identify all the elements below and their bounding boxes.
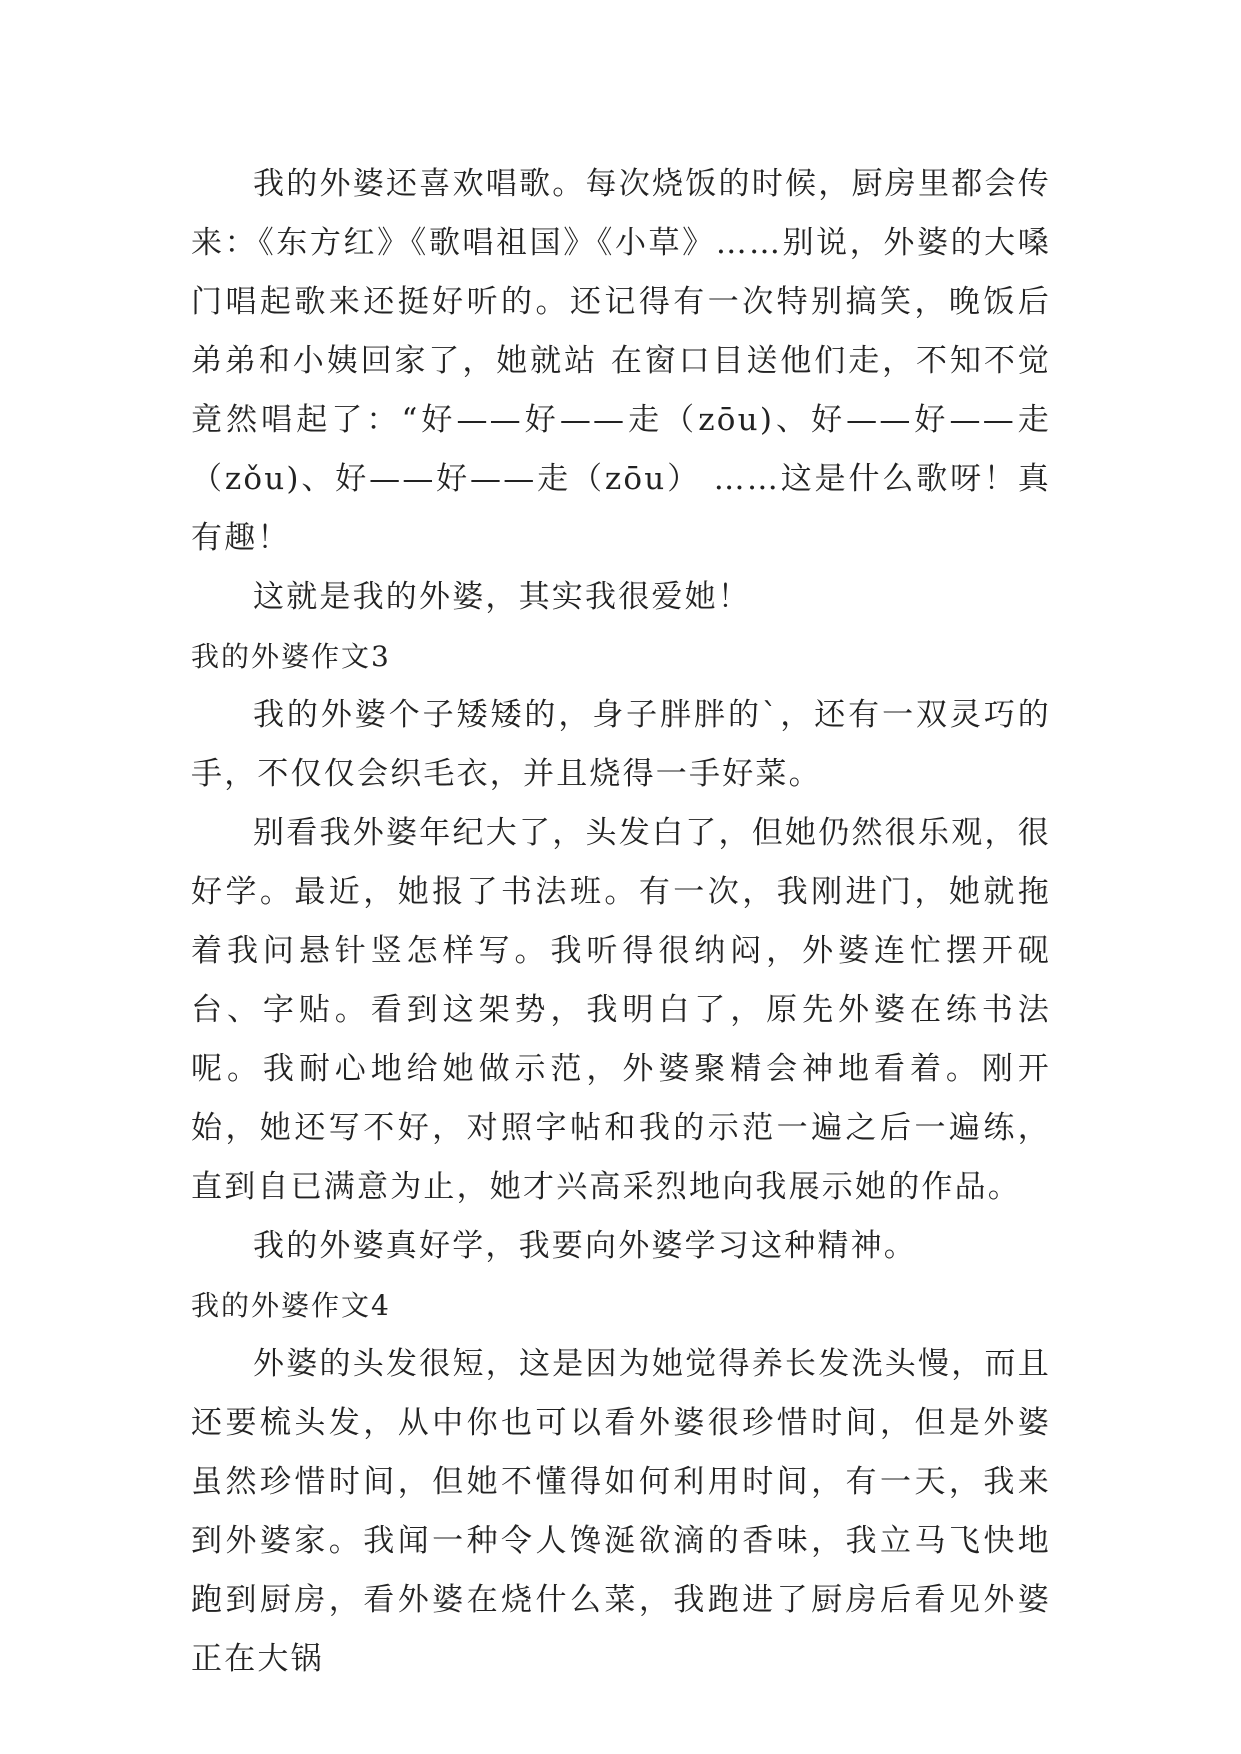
paragraph-calligraphy: 别看我外婆年纪大了，头发白了，但她仍然很乐观，很好学。最近，她报了书法班。有一次，我刚进门，她就拖着我问悬针竖怎样写。我听得很纳闷，外婆连忙摆开砚台、字贴。看到这架势，我明白了，原先外婆在练书法呢。我耐心地给她做示范，外婆聚精会神地看着。刚开始，她还写不好，对照字帖和我的示范一遍之后一遍练，直到自已满意为止，她才兴高采烈地向我展示她的作品。: [191, 815, 1051, 1205]
document-body: [191, 155, 1051, 1689]
paragraph-love-grandma: 这就是我的外婆，其实我很爱她！: [253, 579, 751, 615]
essay-heading-4: 我的外婆作文4: [191, 1289, 391, 1322]
paragraph-appearance: 我的外婆个子矮矮的，身子胖胖的`，还有一双灵巧的手，不仅仅会织毛衣，并且烧得一手好菜。: [191, 697, 1051, 792]
paragraph-learn-spirit: 我的外婆真好学，我要向外婆学习这种精神。: [253, 1228, 917, 1264]
paragraph-singing: 我的外婆还喜欢唱歌。每次烧饭的时候，厨房里都会传来：《东方红》《歌唱祖国》《小草》……别说，外婆的大嗓门唱起歌来还挺好听的。还记得有一次特别搞笑，晚饭后弟弟和小姨回家了，她就站 在窗口目送他们走，不知不觉竟然唱起了：“好——好——走（zōu)、好——好——走（zǒu)、好——好——走（zōu） ……这是什么歌呀！真有趣！: [191, 166, 1051, 556]
paragraph-short-hair: 外婆的头发很短，这是因为她觉得养长发洗头慢，而且还要梳头发，从中你也可以看外婆很珍惜时间，但是外婆虽然珍惜时间，但她不懂得如何利用时间，有一天，我来到外婆家。我闻一种令人馋涎欲滴的香味，我立马飞快地跑到厨房，看外婆在烧什么菜，我跑进了厨房后看见外婆正在大锅: [191, 1346, 1051, 1677]
essay-heading-3: 我的外婆作文3: [191, 640, 391, 673]
